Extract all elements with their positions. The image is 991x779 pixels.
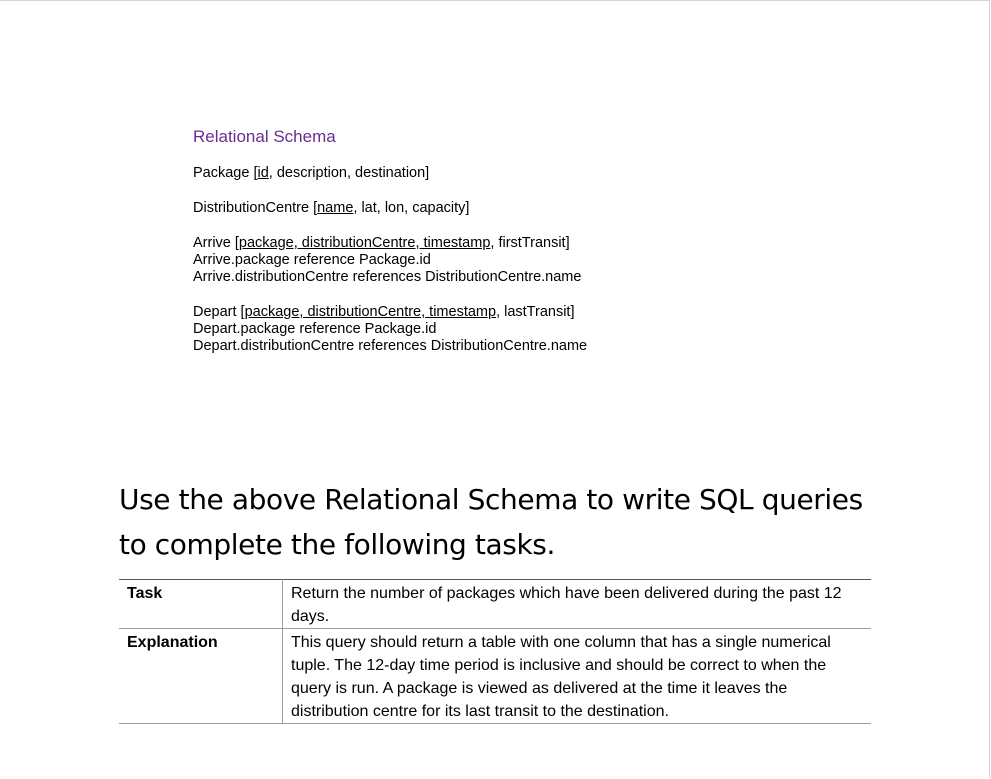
explanation-label: Explanation	[119, 629, 283, 724]
relation-attributes: , description, destination]	[268, 165, 430, 181]
relation-definition	[193, 165, 753, 182]
relation-distribution-centre	[193, 200, 753, 217]
primary-key: package, distributionCentre, timestamp	[244, 304, 497, 320]
relation-definition	[193, 200, 753, 217]
task-table	[119, 579, 871, 724]
relational-schema	[193, 126, 753, 355]
foreign-key-reference: Depart.package reference Package.id	[193, 321, 437, 337]
relation-definition	[193, 235, 753, 252]
task-text: Return the number of packages which have been delivered during the past 12 days.	[283, 580, 872, 629]
relation-definition	[193, 304, 753, 321]
relation-name: DistributionCentre [	[193, 200, 318, 216]
schema-title: Relational Schema	[193, 127, 336, 146]
relation-attributes: , firstTransit]	[490, 235, 570, 251]
primary-key: package, distributionCentre, timestamp	[238, 235, 491, 251]
relation-attributes: , lat, lon, capacity]	[353, 200, 470, 216]
task-label: Task	[119, 580, 283, 629]
relation-name: Arrive [	[193, 235, 239, 251]
relation-depart	[193, 304, 753, 355]
primary-key: id	[257, 165, 269, 181]
foreign-key-reference: Arrive.distributionCentre references DistributionCentre.name	[193, 269, 582, 285]
relation-arrive	[193, 235, 753, 286]
table-row	[119, 629, 871, 724]
instruction-text: Use the above Relational Schema to write SQL queries to complete the following tasks.	[119, 483, 863, 561]
table-row	[119, 580, 871, 629]
relation-name: Package [	[193, 165, 258, 181]
primary-key: name	[317, 200, 354, 216]
foreign-key-reference: Arrive.package reference Package.id	[193, 252, 431, 268]
foreign-key-reference: Depart.distributionCentre references DistributionCentre.name	[193, 338, 588, 354]
relation-package	[193, 165, 753, 182]
explanation-text: This query should return a table with one column that has a single numerical tuple. The 12-day time period is inclusive and should be correct to when the query is run. A package is viewed as delivered at the time it leaves the distribution centre for its last transit to the destination.	[283, 629, 872, 724]
relation-name: Depart [	[193, 304, 245, 320]
relation-attributes: , lastTransit]	[496, 304, 575, 320]
